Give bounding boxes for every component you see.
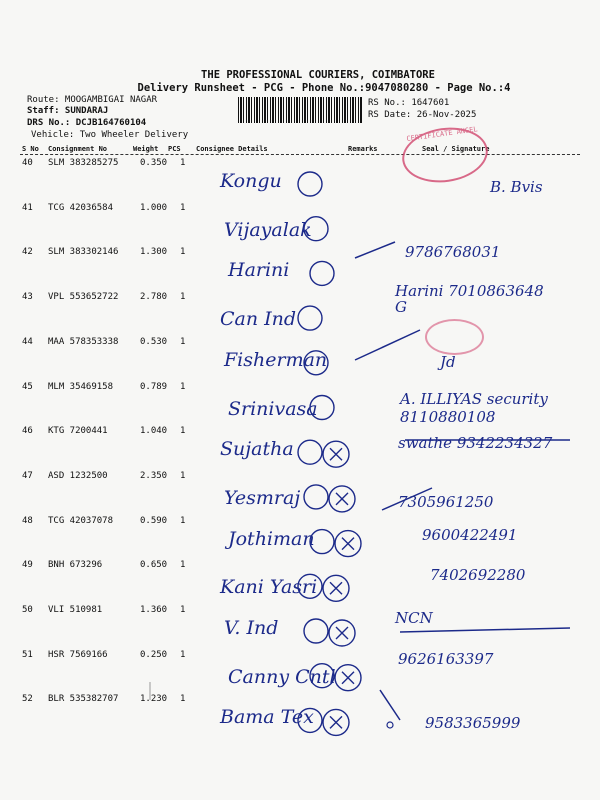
col-weight: Weight bbox=[133, 145, 159, 153]
consignee-circle-mark bbox=[304, 619, 328, 643]
row-sno: 42 bbox=[22, 247, 33, 258]
col-pcs: PCS bbox=[168, 145, 181, 153]
consignee-handwritten-name: Sujatha bbox=[220, 438, 294, 461]
col-sno: S No bbox=[22, 145, 39, 153]
signature-note: 9583365999 bbox=[425, 714, 521, 733]
consignee-handwritten-name: V. Ind bbox=[224, 617, 279, 639]
row-consignment: TCG 42036584 bbox=[48, 202, 114, 213]
runsheet-title: Delivery Runsheet - PCG - Phone No.:9047080280 - Page No.:4 bbox=[137, 82, 511, 94]
consignee-handwritten-name: Kongu bbox=[220, 170, 282, 192]
row-sno: 48 bbox=[22, 515, 33, 526]
row-pcs: 1 bbox=[180, 336, 186, 347]
consignee-circle-mark bbox=[304, 217, 328, 241]
row-consignment: BNH 673296 bbox=[48, 560, 103, 571]
row-consignment: TCG 42037078 bbox=[48, 515, 114, 526]
signature-note: G bbox=[395, 298, 407, 317]
rs-date: RS Date: 26-Nov-2025 bbox=[368, 110, 477, 120]
consignee-handwritten-name: Bama Tex bbox=[220, 706, 314, 729]
row-pcs: 1 bbox=[180, 470, 186, 481]
consignee-circle-mark bbox=[310, 664, 334, 688]
row-weight: 2.780 bbox=[140, 292, 168, 303]
drs-label: DRS No.: DCJB164760104 bbox=[27, 118, 147, 128]
row-consignment: VPL 553652722 bbox=[48, 292, 119, 303]
row-consignment: MAA 578353338 bbox=[48, 336, 119, 347]
row-consignment: HSR 7569166 bbox=[48, 649, 108, 660]
consignee-circle-mark bbox=[298, 440, 322, 464]
col-remarks: Remarks bbox=[348, 145, 378, 153]
row-weight: 1.300 bbox=[140, 247, 168, 258]
row-sno: 45 bbox=[22, 381, 33, 392]
row-pcs: 1 bbox=[180, 426, 186, 437]
col-seal-signature: Seal / Signature bbox=[422, 145, 490, 153]
row-consignment: BLR 535382707 bbox=[48, 694, 119, 705]
row-weight: 0.530 bbox=[140, 336, 168, 347]
signature-note: 7402692280 bbox=[430, 566, 526, 585]
signature-note: swathe 9342234327 bbox=[398, 434, 553, 453]
row-sno: 40 bbox=[22, 158, 33, 168]
row-pcs: 1 bbox=[180, 247, 186, 258]
row-pcs: 1 bbox=[180, 694, 186, 705]
seal-stamp: CERTIFICATE ANGEL bbox=[399, 122, 492, 187]
row-consignment: KTG 7200441 bbox=[48, 426, 108, 437]
route-label: Route: MOOGAMBIGAI NAGAR bbox=[27, 95, 158, 105]
row-sno: 47 bbox=[22, 470, 33, 481]
consignee-circle-mark bbox=[298, 306, 322, 330]
row-weight: 1.040 bbox=[140, 426, 168, 437]
row-sno: 52 bbox=[22, 694, 33, 705]
consignee-handwritten-name: Harini bbox=[228, 259, 290, 282]
col-consignee: Consignee Details bbox=[196, 145, 268, 153]
signature-note: NCN bbox=[395, 609, 433, 627]
signature-note: Harini 7010863648 bbox=[395, 282, 544, 301]
row-sno: 44 bbox=[22, 336, 33, 347]
row-pcs: 1 bbox=[180, 515, 186, 526]
row-pcs: 1 bbox=[180, 292, 186, 303]
vehicle-label: Vehicle: Two Wheeler Delivery bbox=[31, 130, 189, 140]
row-sno: 51 bbox=[22, 649, 33, 660]
row-consignment: SLM 383285275 bbox=[48, 158, 119, 168]
row-pcs: 1 bbox=[180, 649, 186, 660]
consignee-circle-mark bbox=[298, 708, 322, 732]
row-weight: 0.650 bbox=[140, 560, 168, 571]
row-weight: 0.350 bbox=[140, 158, 168, 168]
signature-note: 9626163397 bbox=[398, 649, 494, 668]
consignee-circle-mark bbox=[310, 261, 334, 285]
row-sno: 50 bbox=[22, 605, 33, 615]
row-pcs: 1 bbox=[180, 381, 186, 392]
col-consignment: Consignment No bbox=[48, 145, 108, 153]
consignee-handwritten-name: Yesmraj bbox=[224, 486, 301, 509]
consignee-circle-mark bbox=[298, 574, 322, 598]
row-pcs: 1 bbox=[180, 560, 186, 571]
cross-mark bbox=[336, 493, 348, 505]
row-weight: 0.789 bbox=[140, 381, 168, 392]
row-pcs: 1 bbox=[180, 605, 186, 615]
row-consignment: ASD 1232500 bbox=[48, 470, 108, 481]
consignee-circle-mark bbox=[304, 351, 328, 375]
cross-mark bbox=[330, 448, 342, 460]
row-consignment: VLI 510981 bbox=[48, 605, 103, 615]
consignee-handwritten-name: Srinivasa bbox=[228, 397, 318, 420]
cross-mark bbox=[330, 716, 342, 728]
signature-note: A. ILLIYAS security 8110880108 bbox=[400, 389, 548, 426]
signature-note: B. Bvis bbox=[490, 178, 543, 196]
row-sno: 43 bbox=[22, 292, 33, 303]
row-weight: 1.360 bbox=[140, 605, 168, 615]
signature-note: Jd bbox=[440, 352, 456, 371]
signature-note: 7305961250 bbox=[398, 492, 494, 511]
row-weight: 0.590 bbox=[140, 515, 168, 526]
consignee-handwritten-name: Jothiman bbox=[228, 527, 315, 550]
consignee-circle-mark bbox=[304, 485, 328, 509]
signature-note: 9786768031 bbox=[405, 242, 501, 261]
cross-mark bbox=[342, 672, 354, 684]
row-consignment: MLM 35469158 bbox=[48, 381, 114, 392]
signature-note: 9600422491 bbox=[422, 525, 518, 544]
cross-mark bbox=[342, 538, 354, 550]
row-consignment: SLM 383302146 bbox=[48, 247, 119, 258]
row-sno: 46 bbox=[22, 426, 33, 437]
consignee-handwritten-name: Kani Yasri bbox=[220, 576, 318, 599]
consignee-handwritten-name: Can Ind bbox=[220, 308, 297, 331]
row-pcs: 1 bbox=[180, 202, 186, 213]
row-weight: 1.230 bbox=[140, 694, 168, 705]
consignee-circle-mark bbox=[310, 530, 334, 554]
company-title: THE PROFESSIONAL COURIERS, COIMBATORE bbox=[201, 69, 435, 81]
row-pcs: 1 bbox=[180, 158, 186, 168]
row-sno: 41 bbox=[22, 202, 33, 213]
consignee-handwritten-name: Fisherman bbox=[224, 348, 328, 371]
cross-mark bbox=[330, 582, 342, 594]
row-weight: 1.000 bbox=[140, 202, 168, 213]
rs-number: RS No.: 1647601 bbox=[368, 98, 450, 108]
row-weight: 2.350 bbox=[140, 470, 168, 481]
row-weight: 0.250 bbox=[140, 649, 168, 660]
consignee-handwritten-name: Vijayalak bbox=[224, 218, 312, 241]
cross-mark bbox=[336, 627, 348, 639]
consignee-circle-mark bbox=[298, 172, 322, 196]
consignee-circle-mark bbox=[310, 396, 334, 420]
staff-label: Staff: SUNDARAJ bbox=[27, 106, 109, 116]
row-sno: 49 bbox=[22, 560, 33, 571]
consignee-handwritten-name: Canny Cntl bbox=[228, 665, 336, 688]
